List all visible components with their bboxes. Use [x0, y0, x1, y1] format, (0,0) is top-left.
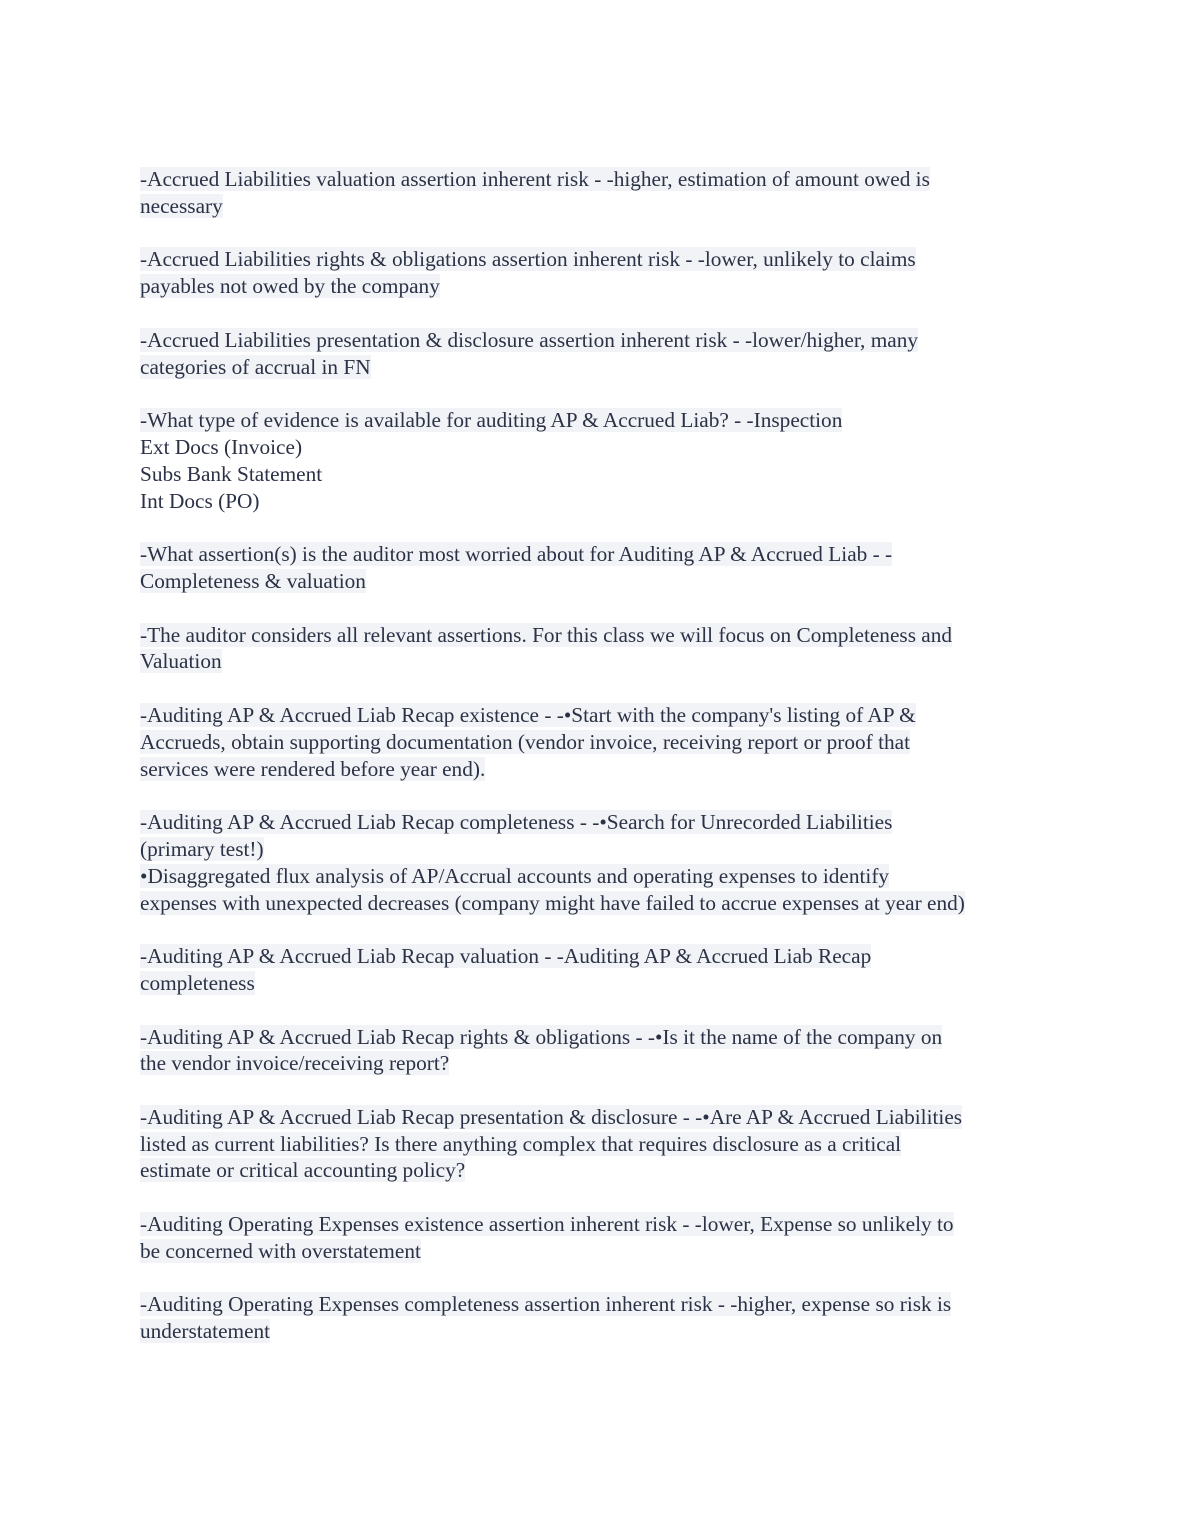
entry-line: services were rendered before year end). [140, 756, 486, 781]
entry-line: categories of accrual in FN [140, 354, 371, 379]
entry-line: -Auditing Operating Expenses existence assertion inherent risk - -lower, Expense so unlikely to [140, 1212, 954, 1237]
flashcard-entry [140, 327, 1052, 381]
flashcard-entry [140, 1211, 1052, 1265]
flashcard-entry [140, 1291, 1052, 1345]
flashcard-entry [140, 943, 1052, 997]
entry-line: Subs Bank Statement [140, 461, 323, 486]
entry-line: •Disaggregated flux analysis of AP/Accrual accounts and operating expenses to identify [140, 863, 890, 888]
entry-line: -Auditing AP & Accrued Liab Recap completeness - -•Search for Unrecorded Liabilities [140, 810, 893, 835]
flashcard-entry [140, 246, 1052, 300]
entry-line: -Accrued Liabilities rights & obligations assertion inherent risk - -lower, unlikely to claims [140, 247, 916, 272]
entry-line: -Auditing AP & Accrued Liab Recap existence - -•Start with the company's listing of AP & [140, 702, 916, 727]
entry-line: (primary test!) [140, 836, 264, 861]
entry-line: -The auditor considers all relevant assertions. For this class we will focus on Completeness and [140, 622, 953, 647]
entry-line: expenses with unexpected decreases (company might have failed to accrue expenses at year end) [140, 890, 965, 915]
flashcard-entry [140, 809, 1052, 916]
flashcard-entry [140, 702, 1052, 782]
entry-line: -What type of evidence is available for auditing AP & Accrued Liab? - -Inspection [140, 408, 843, 433]
entry-line: Completeness & valuation [140, 568, 366, 593]
entry-line: -Auditing AP & Accrued Liab Recap rights & obligations - -•Is it the name of the company on [140, 1024, 943, 1049]
document-body [140, 166, 1052, 1372]
entry-line: the vendor invoice/receiving report? [140, 1051, 450, 1076]
flashcard-entry [140, 407, 1052, 514]
entry-line: -Accrued Liabilities valuation assertion inherent risk - -higher, estimation of amount owed is [140, 167, 930, 191]
flashcard-entry [140, 622, 1052, 676]
entry-line: Valuation [140, 649, 222, 674]
flashcard-entry [140, 166, 1052, 220]
flashcard-entry [140, 1024, 1052, 1078]
entry-line: -Auditing AP & Accrued Liab Recap valuation - -Auditing AP & Accrued Liab Recap [140, 944, 872, 969]
flashcard-entry [140, 1104, 1052, 1184]
entry-line: Int Docs (PO) [140, 488, 260, 513]
entry-line: Accrueds, obtain supporting documentation (vendor invoice, receiving report or proof that [140, 729, 911, 754]
entry-line: Ext Docs (Invoice) [140, 434, 303, 459]
entry-line: understatement [140, 1319, 271, 1344]
entry-line: payables not owed by the company [140, 274, 440, 299]
entry-line: completeness [140, 970, 255, 995]
entry-line: -What assertion(s) is the auditor most worried about for Auditing AP & Accrued Liab - - [140, 542, 893, 567]
entry-line: -Auditing AP & Accrued Liab Recap presentation & disclosure - -•Are AP & Accrued Liabilities [140, 1104, 963, 1129]
entry-line: -Auditing Operating Expenses completeness assertion inherent risk - -higher, expense so risk is [140, 1292, 952, 1317]
entry-line: necessary [140, 193, 223, 218]
entry-line: estimate or critical accounting policy? [140, 1158, 466, 1183]
entry-line: -Accrued Liabilities presentation & disclosure assertion inherent risk - -lower/higher, many [140, 327, 919, 352]
entry-line: be concerned with overstatement [140, 1238, 421, 1263]
flashcard-entry [140, 541, 1052, 595]
entry-line: listed as current liabilities? Is there anything complex that requires disclosure as a critical [140, 1131, 902, 1156]
